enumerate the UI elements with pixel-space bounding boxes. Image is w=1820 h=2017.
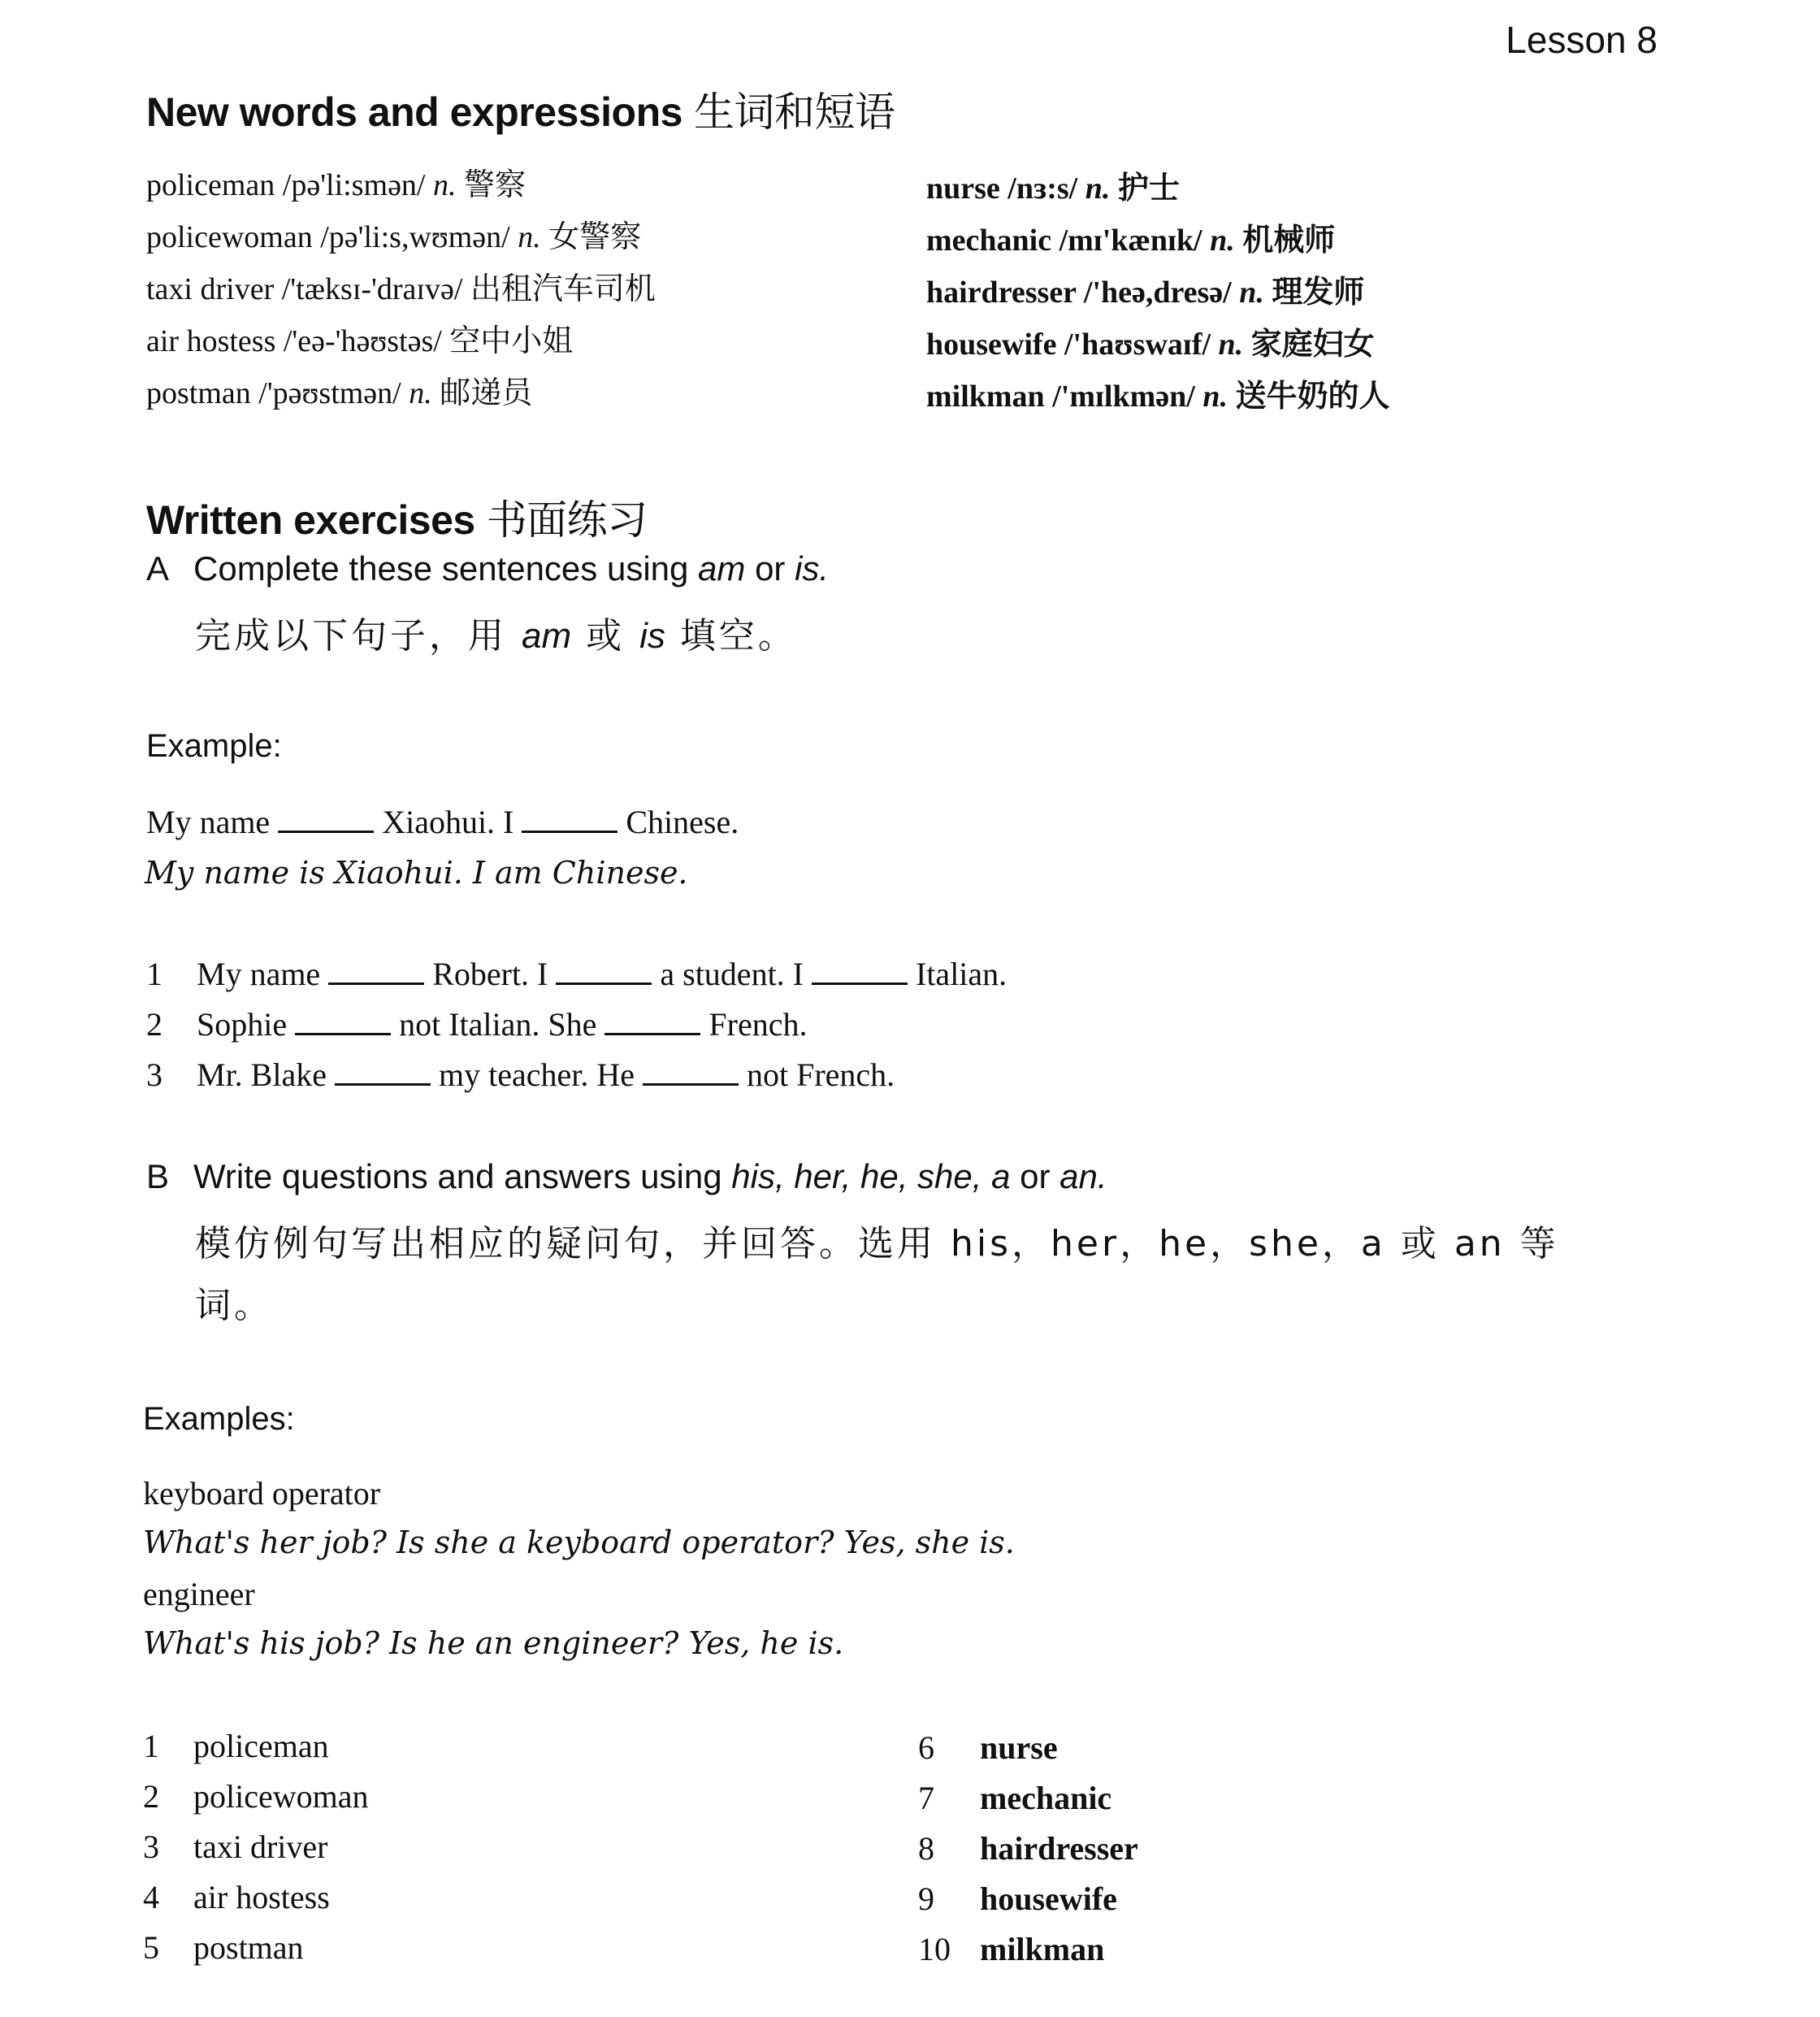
written-heading bbox=[146, 488, 648, 546]
vocab-item: mechanic /mɪ'kænɪk/ n. 机械师 bbox=[926, 223, 1336, 258]
exercise-b-list-right bbox=[918, 1723, 1138, 1975]
vocab-item: policeman /pə'li:smən/ n. 警察 bbox=[146, 168, 526, 202]
list-item: 3 Mr. Blake my teacher. He not French. bbox=[146, 1056, 895, 1093]
blank-line bbox=[643, 1083, 739, 1086]
exercise-b-example2-word: engineer bbox=[143, 1576, 255, 1612]
exercise-b-examples-label: Examples: bbox=[143, 1401, 295, 1437]
exercise-b-example2-answer: What's his job? Is he an engineer? Yes, he is. bbox=[143, 1625, 844, 1661]
lesson-number: Lesson 8 bbox=[1506, 19, 1658, 61]
vocab-item: taxi driver /'tæksɪ-'draɪvə/ 出租汽车司机 bbox=[146, 272, 656, 306]
exercise-b-instruction: B Write questions and answers using his, her, he, she, a or an. bbox=[146, 1157, 1107, 1195]
vocab-item: air hostess /'eə-'həʊstəs/ 空中小姐 bbox=[146, 324, 574, 358]
exercise-a-instruction: A Complete these sentences using am or is. bbox=[146, 549, 830, 588]
vocab-list-left bbox=[146, 159, 656, 419]
vocab-heading-zh: 生词和短语 bbox=[693, 89, 895, 136]
vocab-item: milkman /'mɪlkmən/ n. 送牛奶的人 bbox=[926, 380, 1390, 414]
list-item: 1 My name Robert. I a student. I Italian. bbox=[146, 956, 1008, 992]
list-item: 2 Sophie not Italian. She French. bbox=[146, 1006, 808, 1043]
list-item: 3 taxi driver bbox=[143, 1828, 328, 1865]
blank-line bbox=[812, 982, 908, 985]
exercise-b-list-left bbox=[143, 1721, 369, 1973]
vocab-item: postman /'pəʊstmən/ n. 邮递员 bbox=[146, 376, 533, 410]
exercise-b-instruction-zh-line1: 模仿例句写出相应的疑问句，并回答。选用 his，her，he，she，a 或 an 等 bbox=[195, 1223, 1559, 1264]
vocab-list-right bbox=[926, 163, 1389, 423]
blank-line bbox=[335, 1083, 431, 1086]
exercise-b-example1-answer: What's her job? Is she a keyboard operator? Yes, she is. bbox=[143, 1525, 1015, 1560]
exercise-a-letter: A bbox=[146, 549, 170, 588]
vocab-item: policewoman /pə'li:s,wʊmən/ n. 女警察 bbox=[146, 220, 642, 254]
written-heading-en: Written exercises bbox=[146, 497, 475, 543]
list-item: 9 housewife bbox=[918, 1880, 1117, 1917]
blank-line bbox=[295, 1033, 391, 1035]
exercise-a-example-sentence: My name Xiaohui. I Chinese. bbox=[146, 804, 739, 840]
vocab-heading-en: New words and expressions bbox=[146, 89, 682, 135]
list-item: 10 milkman bbox=[918, 1931, 1105, 1967]
exercise-b-example1-word: keyboard operator bbox=[143, 1475, 381, 1512]
vocab-item: nurse /nɜ:s/ n. 护士 bbox=[926, 171, 1180, 206]
exercise-a-example-label: Example: bbox=[146, 728, 282, 764]
vocab-item: hairdresser /'heə,dresə/ n. 理发师 bbox=[926, 275, 1365, 310]
blank-line bbox=[556, 982, 652, 985]
exercise-b-letter: B bbox=[146, 1157, 170, 1195]
list-item: 8 hairdresser bbox=[918, 1830, 1138, 1867]
blank-line bbox=[278, 831, 374, 833]
exercise-a-instruction-zh: 完成以下句子，用 am 或 is 填空。 bbox=[195, 615, 797, 657]
list-item: 7 mechanic bbox=[918, 1780, 1112, 1816]
list-item: 1 policeman bbox=[143, 1728, 329, 1764]
list-item: 2 policewoman bbox=[143, 1778, 369, 1815]
exercise-b-instruction-zh-line2: 词。 bbox=[195, 1285, 273, 1326]
blank-line bbox=[604, 1033, 700, 1035]
blank-line bbox=[522, 831, 618, 833]
vocab-item: housewife /'haʊswaɪf/ n. 家庭妇女 bbox=[926, 327, 1375, 362]
written-heading-zh: 书面练习 bbox=[486, 497, 648, 544]
exercise-a-items bbox=[146, 949, 1007, 1100]
exercise-a-example-answer: My name is Xiaohui. I am Chinese. bbox=[145, 855, 688, 891]
blank-line bbox=[328, 982, 424, 985]
list-item: 4 air hostess bbox=[143, 1879, 330, 1915]
vocab-heading bbox=[146, 80, 895, 138]
list-item: 5 postman bbox=[143, 1929, 304, 1966]
list-item: 6 nurse bbox=[918, 1729, 1058, 1766]
